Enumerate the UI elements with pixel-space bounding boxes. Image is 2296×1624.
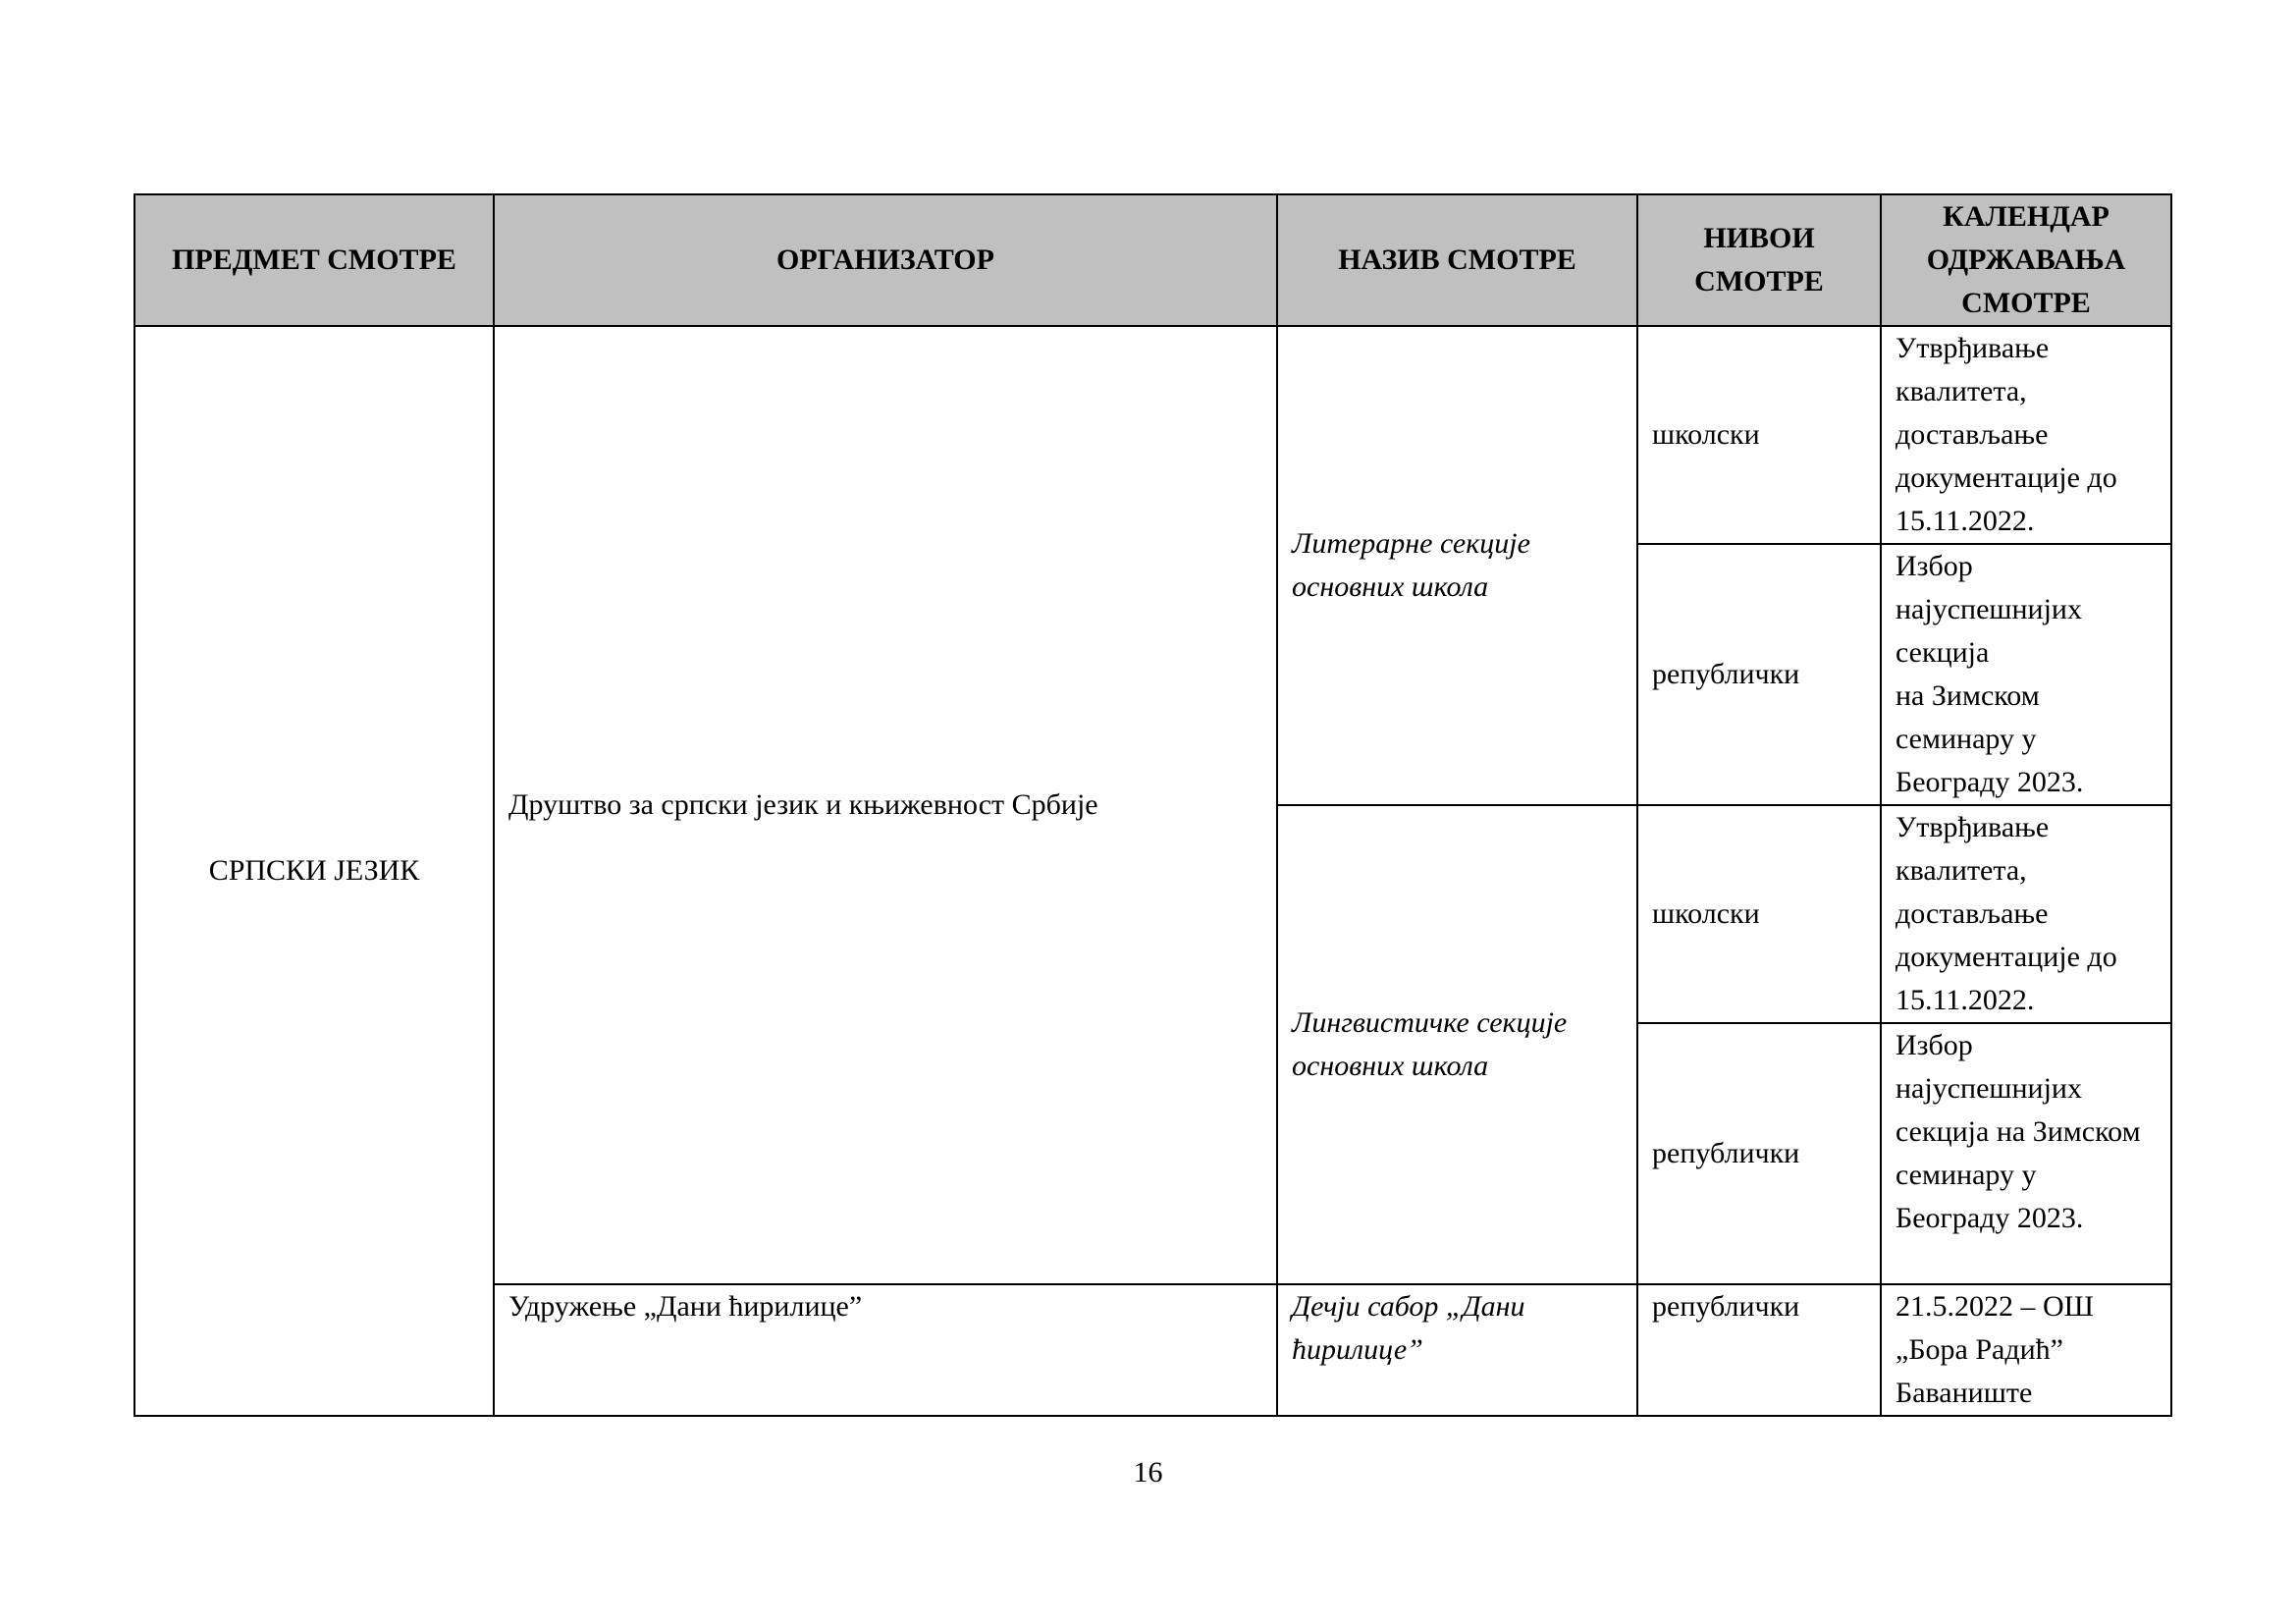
organizer-cell: Друштво за српски језик и књижевност Србије [494, 326, 1277, 1284]
calendar-cell: Утврђивање квалитета, достављање документације до 15.11.2022. [1881, 805, 2171, 1023]
header-calendar: КАЛЕНДАР ОДРЖАВАЊА СМОТРЕ [1881, 194, 2171, 326]
review-name-cell: Лингвистичке секције основних школа [1277, 805, 1637, 1284]
review-name-cell: Дечји сабор „Дани ћирилице” [1277, 1284, 1637, 1416]
review-name-cell: Литерарне секције основних школа [1277, 326, 1637, 805]
header-review-name: НАЗИВ СМОТРЕ [1277, 194, 1637, 326]
calendar-cell: 21.5.2022 – ОШ „Бора Радић” Баваниште [1881, 1284, 2171, 1416]
level-cell: школски [1637, 326, 1881, 544]
level-cell: републички [1637, 1284, 1881, 1416]
level-cell: школски [1637, 805, 1881, 1023]
table-header-row [134, 194, 2171, 326]
header-organizer: ОРГАНИЗАТОР [494, 194, 1277, 326]
organizer-cell: Удружење „Дани ћирилице” [494, 1284, 1277, 1416]
subject-cell: СРПСКИ ЈЕЗИК [134, 326, 494, 1416]
header-levels: НИВОИ СМОТРЕ [1637, 194, 1881, 326]
calendar-cell: Утврђивање квалитета, достављање документације до 15.11.2022. [1881, 326, 2171, 544]
calendar-cell: Избор најуспешнијих секција на Зимском семинару у Београду 2023. [1881, 544, 2171, 805]
page-number: 16 [1133, 1456, 1163, 1489]
header-subject: ПРЕДМЕТ СМОТРЕ [134, 194, 494, 326]
review-table [133, 193, 2172, 1417]
table-row [134, 326, 2171, 544]
calendar-cell: Избор најуспешнијих секција на Зимском семинару у Београду 2023. [1881, 1023, 2171, 1284]
level-cell: републички [1637, 1023, 1881, 1284]
level-cell: републички [1637, 544, 1881, 805]
